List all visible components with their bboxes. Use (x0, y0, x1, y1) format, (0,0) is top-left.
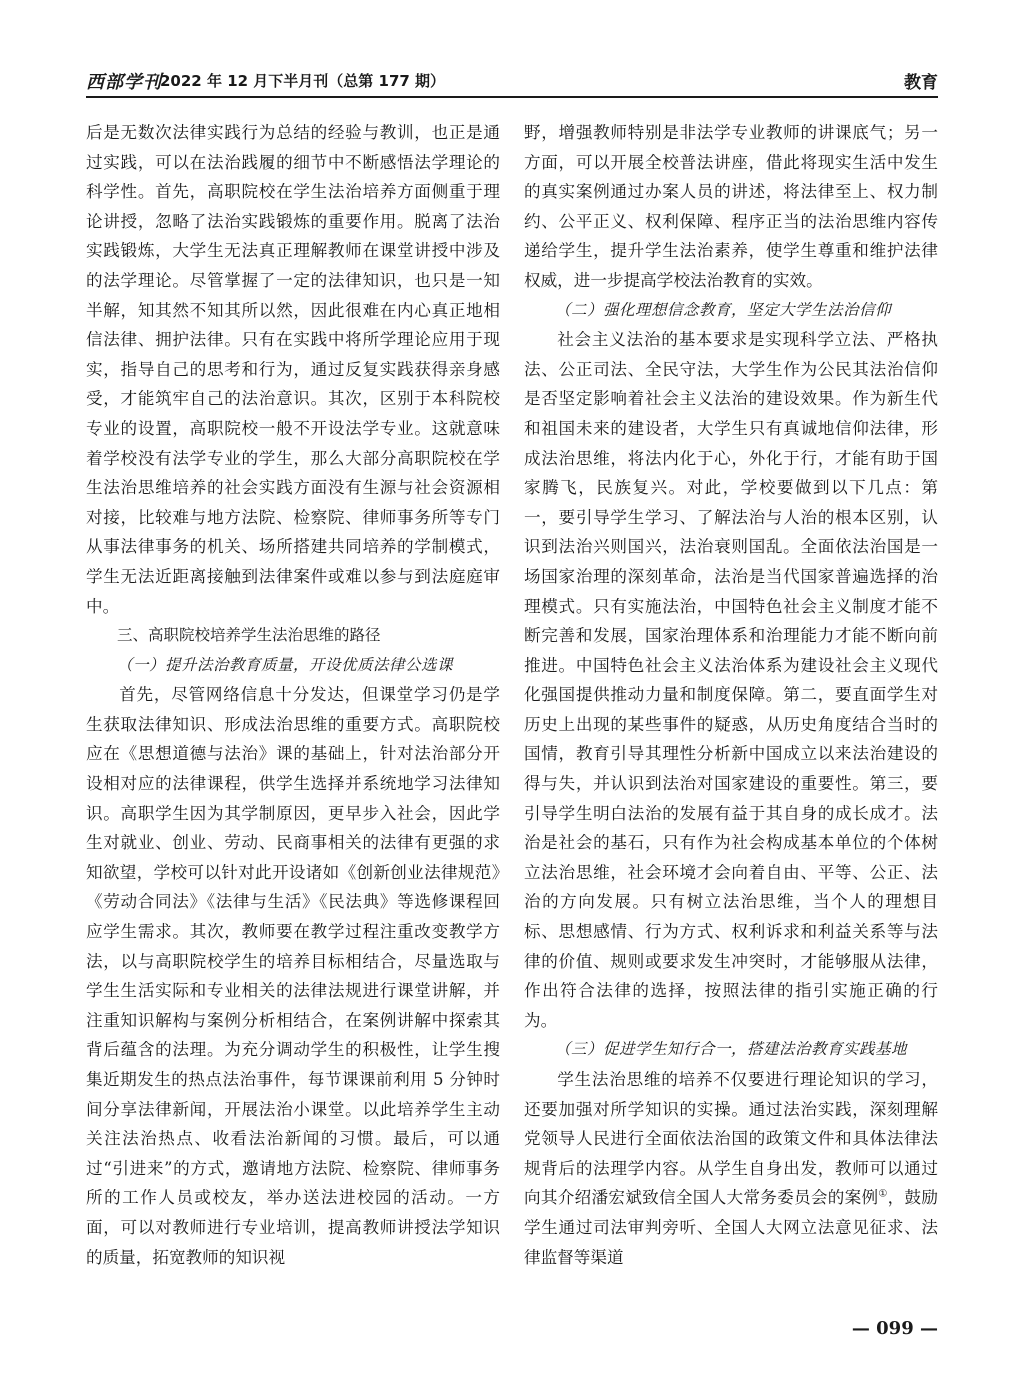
page-number: — 099 — (851, 1318, 938, 1339)
paragraph-text: ，鼓励学生通过司法审判旁听、全国人大网立法意见征求、法律监督等渠道 (524, 1188, 939, 1267)
paragraph: 后是无数次法律实践行为总结的经验与教训，也正是通过实践，可以在法治践履的细节中不断感悟法学理论的科学性。首先，高职院校在学生法治培养方面侧重于理论讲授，忽略了法治实践锻炼的重要作用。脱离了法治实践锻炼，大学生无法真正理解教师在课堂讲授中涉及的法学理论。尽管掌握了一定的法律知识，也只是一知半解，知其然不知其所以然，因此很难在内心真正地相信法律、拥护法律。只有在实践中将所学理论应用于现实，指导自己的思考和行为，通过反复实践获得亲身感受，才能筑牢自己的法治意识。其次，区别于本科院校专业的设置，高职院校一般不开设法学专业。这就意味着学校没有法学专业的学生，那么大部分高职院校在学生法治思维培养的社会实践方面没有生源与社会资源相对接，比较难与地方法院、检察院、律师事务所等专门从事法律事务的机关、场所搭建共同培养的学制模式，学生无法近距离接触到法律案件或难以参与到法庭庭审中。 (86, 123, 500, 616)
paragraph: 野，增强教师特别是非法学专业教师的讲课底气；另一方面，可以开展全校普法讲座，借此将现实生活中发生的真实案例通过办案人员的讲述，将法律至上、权力制约、公平正义、权利保障、程序正当的法治思维内容传递给学生，提升学生法治素养，使学生尊重和维护法律权威，进一步提高学校法治教育的实效。 (524, 123, 938, 290)
right-column (524, 118, 938, 1272)
paragraph: 首先，尽管网络信息十分发达，但课堂学习仍是学生获取法律知识、形成法治思维的重要方式。高职院校应在《思想道德与法治》课的基础上，针对法治部分开设相对应的法律课程，供学生选择并系统地学习法律知识。高职学生因为其学制原因，更早步入社会，因此学生对就业、创业、劳动、民商事相关的法律有更强的求知欲望，学校可以针对此开设诸如《创新创业法律规范》《劳动合同法》《法律与生活》《民法典》等选修课程回应学生需求。其次，教师要在教学过程注重改变教学方法，以与高职院校学生的培养目标相结合，尽量选取与学生生活实际和专业相关的法律法规进行课堂讲解，并注重知识解构与案例分析相结合，在案例讲解中探索其背后蕴含的法理。为充分调动学生的积极性，让学生搜集近期发生的热点法治事件，每节课课前利用 5 分钟时间分享法律新闻，开展法治小课堂。以此培养学生主动关注法治热点、收看法治新闻的习惯。最后，可以通过“引进来”的方式，邀请地方法院、检察院、律师事务所的工作人员或校友，举办送法进校园的活动。一方面，可以对教师进行专业培训，提高教师讲授法学知识的质量，拓宽教师的知识视 (86, 685, 500, 1267)
section-heading: 三、高职院校培养学生法治思维的路径 (117, 626, 381, 645)
subsection-heading: （一）提升法治教育质量，开设优质法律公选课 (117, 655, 454, 674)
page-header (86, 66, 938, 98)
issue-info: 2022 年 12 月下半月刊（总第 177 期） (160, 72, 446, 90)
subsection-heading: （二）强化理想信念教育，坚定大学生法治信仰 (555, 300, 892, 319)
footnote-mark[interactable]: ① (878, 1188, 888, 1200)
subsection-heading: （三）促进学生知行合一，搭建法治教育实践基地 (555, 1040, 908, 1059)
paragraph (524, 1065, 938, 1272)
journal-logo: 西部学刊 (86, 72, 162, 93)
paragraph: 社会主义法治的基本要求是实现科学立法、严格执法、公正司法、全民守法，大学生作为公民其法治信仰是否坚定影响着社会主义法治的建设效果。作为新生代和祖国未来的建设者，大学生只有真诚地信仰法律，形成法治思维，将法内化于心，外化于行，才能有助于国家腾飞，民族复兴。对此，学校要做到以下几点：第一，要引导学生学习、了解法治与人治的根本区别，认识到法治兴则国兴，法治衰则国乱。全面依法治国是一场国家治理的深刻革命，法治是当代国家普遍选择的治理模式。只有实施法治，中国特色社会主义制度才能不断完善和发展，国家治理体系和治理能力才能不断向前推进。中国特色社会主义法治体系为建设社会主义现代化强国提供推动力量和制度保障。第二，要直面学生对历史上出现的某些事件的疑惑，从历史角度结合当时的国情，教育引导其理性分析新中国成立以来法治建设的得与失，并认识到法治对国家建设的重要性。第三，要引导学生明白法治的发展有益于其自身的成长成才。法治是社会的基石，只有作为社会构成基本单位的个体树立法治思维，社会环境才会向着自由、平等、公正、法治的方向发展。只有树立法治思维，当个人的理想目标、思想感情、行为方式、权利诉求和利益关系等与法律的价值、规则或要求发生冲突时，才能够服从法律，作出符合法律的选择，按照法律的指引实施正确的行为。 (524, 330, 938, 1030)
section-label: 教育 (904, 73, 938, 93)
paragraph-text: 学生法治思维的培养不仅要进行理论知识的学习，还要加强对所学知识的实操。通过法治实践，深刻理解党领导人民进行全面依法治国的政策文件和具体法律法规背后的法理学内容。从学生自身出发，教师可以通过向其介绍潘宏斌致信全国人大常务委员会的案例 (524, 1070, 938, 1208)
left-column (86, 118, 500, 1272)
